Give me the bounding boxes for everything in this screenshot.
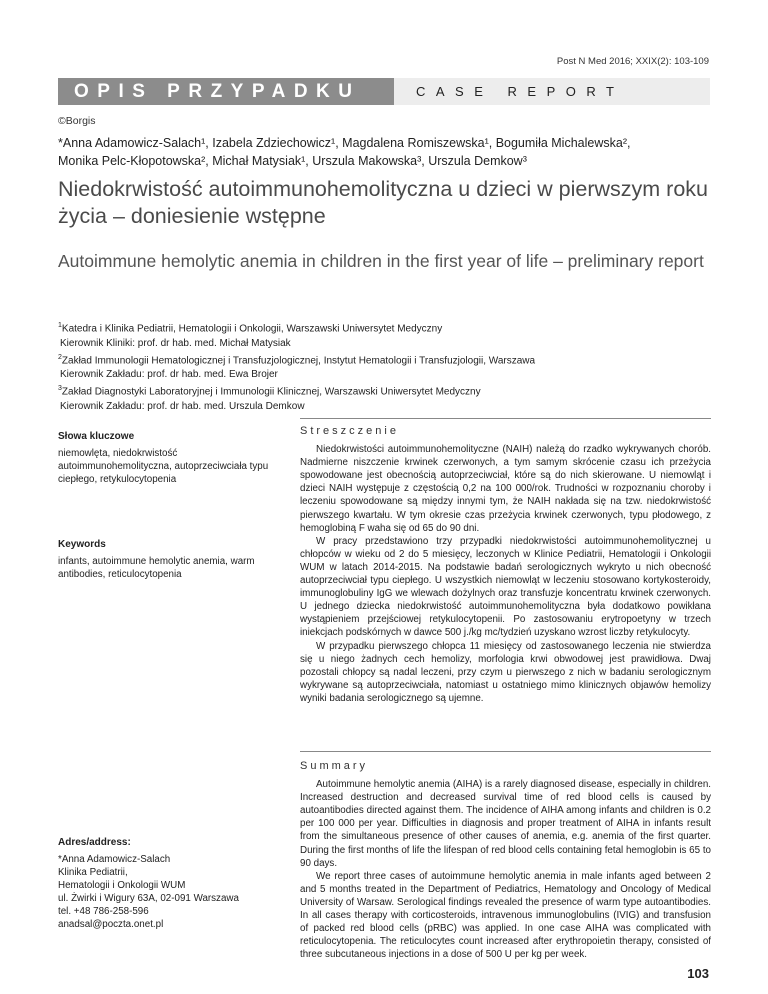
affiliation-2: $^2$Zakład Immunologii Hematologicznej i Transfuzjologicznej, Instytut Hematologii i Transfuzjologii, Warszawa — [58, 353, 536, 367]
affiliation-1: $^1$Katedra i Klinika Pediatrii, Hematologii i Onkologii, Warszawski Uniwersytet Medyczny — [58, 322, 443, 335]
keywords-english-text: infants, autoimmune hemolytic anemia, warm antibodies, reticulocytopenia — [58, 556, 255, 580]
abstract-paragraph: We report three cases of autoimmune hemolytic anemia in male infants aged between 2 and 5 months treated in the Department of Pediatrics, Hematology and Oncology of Medical University of Warsaw. Serological findings revealed the presence of warm type autoantibodies. In all cases therapy with corticosteroids, intravenous immunoglobulins (IVIG) and transfusion of packed red blood cells (pRBC) was applied. In one case AIHA was complicated with reticulocytopenia. The reticulocytes count increased after erythropoietin therapy, consisted of three subcutaneous injections in a dose of 500 U per kg per week. — [300, 870, 711, 961]
abstract-paragraph: Niedokrwistości autoimmunohemolityczne (NAIH) należą do rzadko wykrywanych chorób. Nadmierne niszczenie krwinek czerwonych, a tym samym skrócenie czasu ich przeżycia spowodowane jest obecnością autoprzeciwciał, które są do nich skierowane. U niemowląt i dzieci NAIH występuje z częstością 0,2 na 100 000/rok. Trudności w rozpoznaniu choroby i leczeniu spowodowane są między innymi tym, że NAIH nakłada się na tzw. niedokrwistość pierwszego kwartału. W tym okresie czas przeżycia krwinek czerwonych, typu płodowego, z hemoglobiną F waha się od 65 do 90 dni. — [300, 444, 711, 534]
abstract-polish-heading: Streszczenie — [300, 425, 399, 437]
abstract-polish — [300, 425, 711, 705]
journal-reference: Post N Med 2016; XXIX(2): 103-109 — [556, 56, 709, 67]
author-line-2: Monika Pelc-Kłopotowska², Michał Matysiak¹, Urszula Makowska³, Urszula Demkow³ — [58, 154, 527, 168]
keywords-polish-text: niemowlęta, niedokrwistość autoimmunohemolityczna, autoprzeciwciała typu ciepłego, retykulocytopenia — [58, 448, 269, 485]
abstract-paragraph: Autoimmune hemolytic anemia (AIHA) is a rarely diagnosed disease, especially in children. Increased destruction and decreased survival time of red blood cells is caused by autoantibodies directed against them. The incidence of AIHA among infants and children is 0.2 per 100 000 per year. Difficulties in diagnosis and proper treatment of AIHA in infants result from the simultaneous presence of other causes of anemia, e.g. anemia of the first quarter. During the first months of life the lifespan of red blood cells containing fetal hemoglobin is 65 to 90 days. — [300, 779, 711, 869]
correspondence-address — [58, 836, 278, 931]
affiliation-3-head: Kierownik Zakładu: prof. dr hab. med. Urszula Demkow — [60, 401, 305, 412]
title-english: Autoimmune hemolytic anemia in children in the first year of life – preliminary report — [58, 251, 704, 271]
article-type-en: CASE REPORT — [394, 78, 710, 105]
abstract-english — [300, 760, 711, 961]
address-line: Hematologii i Onkologii WUM — [58, 880, 186, 891]
address-name: *Anna Adamowicz-Salach — [58, 854, 171, 865]
affiliations — [58, 319, 710, 414]
address-heading: Adres/address: — [58, 837, 131, 848]
page-number: 103 — [687, 966, 709, 981]
author-line-1: *Anna Adamowicz-Salach¹, Izabela Zdziechowicz¹, Magdalena Romiszewska¹, Bogumiła Michalewska², — [58, 136, 631, 150]
address-line: ul. Żwirki i Wigury 63A, 02-091 Warszawa — [58, 893, 239, 904]
affiliation-1-head: Kierownik Kliniki: prof. dr hab. med. Michał Matysiak — [60, 337, 291, 349]
address-line: Klinika Pediatrii, — [58, 867, 128, 878]
address-phone: tel. +48 786-258-596 — [58, 906, 149, 917]
author-list — [58, 134, 710, 170]
address-email[interactable]: anadsal@poczta.onet.pl — [58, 919, 164, 930]
affiliation-3: $^3$Zakład Diagnostyki Laboratoryjnej i Immunologii Klinicznej, Warszawski Uniwersytet Medyczny — [58, 385, 481, 398]
article-type-pl: OPIS PRZYPADKU — [58, 78, 394, 105]
abstract-paragraph: W pracy przedstawiono trzy przypadki niedokrwistości autoimmunohemolitycznej u chłopców w wieku od 2 do 5 miesięcy, leczonych w Klinice Pediatrii, Hematologii i Onkologii WUM w latach 2014-2015. Na podstawie badań serologicznych wykryto u nich obecność autoprzeciwciał typu ciepłego. U wszystkich niemowląt w leczeniu stosowano kortykosteroidy, immunoglobuliny IgG we wlewach dożylnych oraz transfuzje koncentratu krwinek czerwonych. U jednego dziecka niedokrwistość autoimmunohemolityczna była dodatkowo powikłana wystąpieniem przejściowej retykulocytopenii. Po zastosowaniu erytropoetyny w trzech iniekcjach podskórnych w dawce 500 j./kg mc/tydzień uzyskano wzrost liczby retykulocyty. — [300, 535, 711, 639]
keywords-polish-heading: Słowa kluczowe — [58, 431, 135, 442]
abstract-paragraph: W przypadku pierwszego chłopca 11 miesięcy od zastosowanego leczenia nie stwierdza się u niego żadnych cech hemolizy, morfologia krwi obwodowej jest prawidłowa. Dwaj pozostali chłopcy są nadal leczeni, przy czym u pierwszego z nich w badaniu serologicznym wykrywane są autoprzeciwciała, natomiast u ostatniego mimo klinicznych objawów hemolizy wyniki badania serologicznego są ujemne. — [300, 640, 711, 704]
publisher-mark: ©Borgis — [58, 115, 96, 127]
keywords-english — [58, 538, 278, 581]
keywords-polish — [58, 430, 278, 486]
abstract-english-heading: Summary — [300, 760, 369, 772]
divider — [300, 418, 711, 419]
divider — [300, 751, 711, 752]
keywords-english-heading: Keywords — [58, 539, 106, 550]
affiliation-2-head: Kierownik Zakładu: prof. dr hab. med. Ewa Brojer — [60, 369, 278, 381]
article-type-banner — [58, 78, 710, 105]
title-polish: Niedokrwistość autoimmunohemolityczna u dzieci w pierwszym roku życia – doniesienie wstępne — [58, 177, 709, 228]
